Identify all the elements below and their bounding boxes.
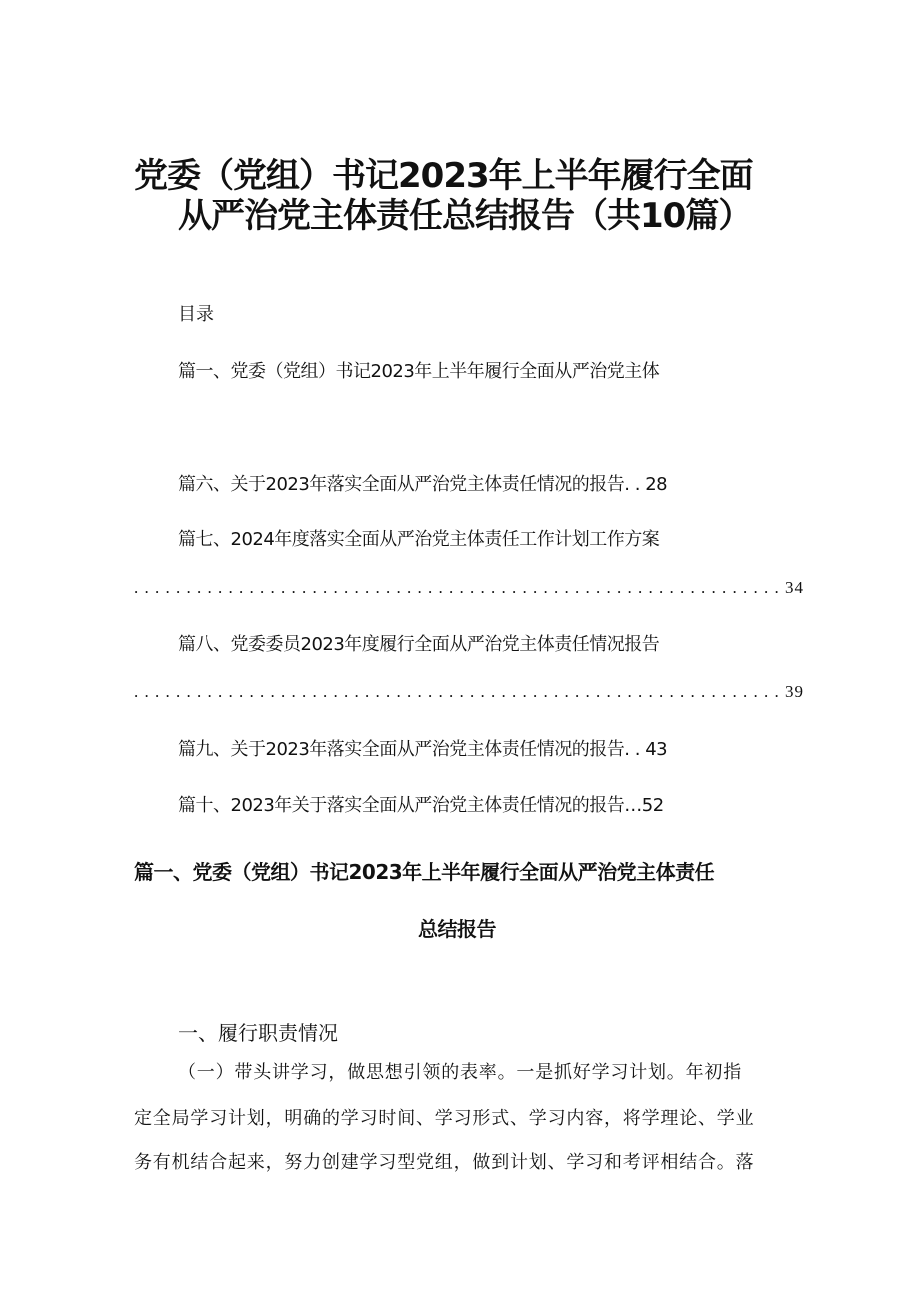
document-title-line-2: 从严治党主体责任总结报告（共10篇）	[178, 196, 752, 236]
toc-entry[interactable]: 篇十、2023年关于落实全面从严治党主体责任情况的报告…52	[178, 795, 664, 816]
paragraph-line: 定全局学习计划，明确的学习时间、学习形式、学习内容，将学理论、学业	[134, 1108, 755, 1129]
toc-entry[interactable]: 篇九、关于2023年落实全面从严治党主体责任情况的报告. . 43	[178, 739, 668, 760]
toc-entry[interactable]: 篇七、2024年度落实全面从严治党主体责任工作计划工作方案	[178, 529, 660, 550]
paragraph-line: （一）带头讲学习，做思想引领的表率。一是抓好学习计划。年初指	[178, 1062, 742, 1083]
toc-entry[interactable]: 篇六、关于2023年落实全面从严治党主体责任情况的报告. . 28	[178, 474, 668, 495]
toc-heading: 目录	[178, 304, 214, 325]
toc-entry[interactable]: 篇八、党委委员2023年度履行全面从严治党主体责任情况报告	[178, 634, 660, 655]
toc-entry[interactable]: 篇一、党委（党组）书记2023年上半年履行全面从严治党主体	[178, 361, 660, 382]
paragraph-line: 务有机结合起来，努力创建学习型党组，做到计划、学习和考评相结合。落	[134, 1152, 755, 1173]
toc-leader-page-number: . . . . . . . . . . . . . . . . . . . . . . . . . . . . . . . . . . . . . . . . . . . . . . . . . . . . . . . . . . . . . . 34	[134, 578, 804, 597]
section-title-line-2: 总结报告	[418, 917, 496, 941]
toc-leader-page-number: . . . . . . . . . . . . . . . . . . . . . . . . . . . . . . . . . . . . . . . . . . . . . . . . . . . . . . . . . . . . . . 39	[134, 682, 804, 701]
section-title-line-1: 篇一、党委（党组）书记2023年上半年履行全面从严治党主体责任	[134, 860, 715, 884]
document-title-line-1: 党委（党组）书记2023年上半年履行全面	[134, 156, 753, 196]
section-heading: 一、履行职责情况	[178, 1021, 338, 1045]
